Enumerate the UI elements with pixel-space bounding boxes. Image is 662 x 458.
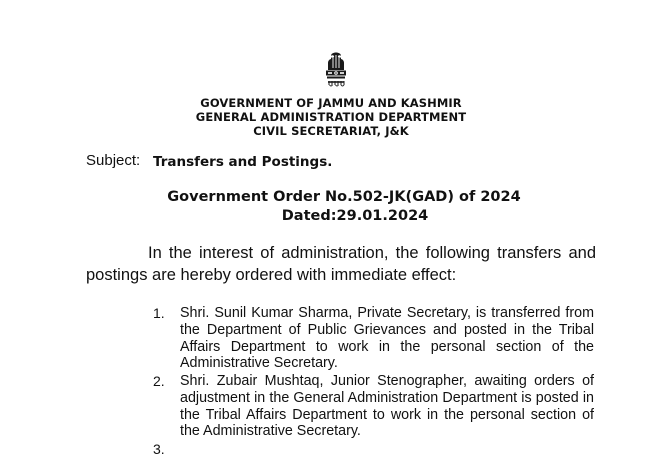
- intro-paragraph: [86, 242, 596, 286]
- intro-text: In the interest of administration, the following transfers and postings are hereby ordered with immediate effect:: [86, 244, 596, 284]
- order-number: Government Order No.502-JK(GAD) of 2024: [167, 189, 521, 205]
- subject-label: Subject:: [86, 152, 141, 169]
- letterhead-line-government: GOVERNMENT OF JAMMU AND KASHMIR: [200, 96, 462, 110]
- order-date: Dated:29.01.2024: [281, 208, 429, 224]
- list-item-text: Shri. Zubair Mushtaq, Junior Stenographer, awaiting orders of adjustment in the General Administration Department is posted in the Tribal Affairs Department to work in the personal section of the Administrative Secretary.: [180, 373, 594, 440]
- letterhead-line-secretariat: CIVIL SECRETARIAT, J&K: [253, 124, 409, 138]
- list-item-number: 1.: [153, 305, 165, 321]
- state-emblem-icon: [320, 52, 352, 90]
- list-item-number: 2.: [153, 373, 165, 389]
- letterhead-line-department: GENERAL ADMINISTRATION DEPARTMENT: [195, 110, 467, 124]
- list-item-number: 3.: [153, 441, 165, 457]
- subject-text: Transfers and Postings.: [153, 154, 333, 170]
- list-item-text: Shri. Sunil Kumar Sharma, Private Secretary, is transferred from the Department of Public Grievances and posted in the Tribal Affairs Department to work in the personal section of the Administrative Secretary.: [180, 305, 594, 372]
